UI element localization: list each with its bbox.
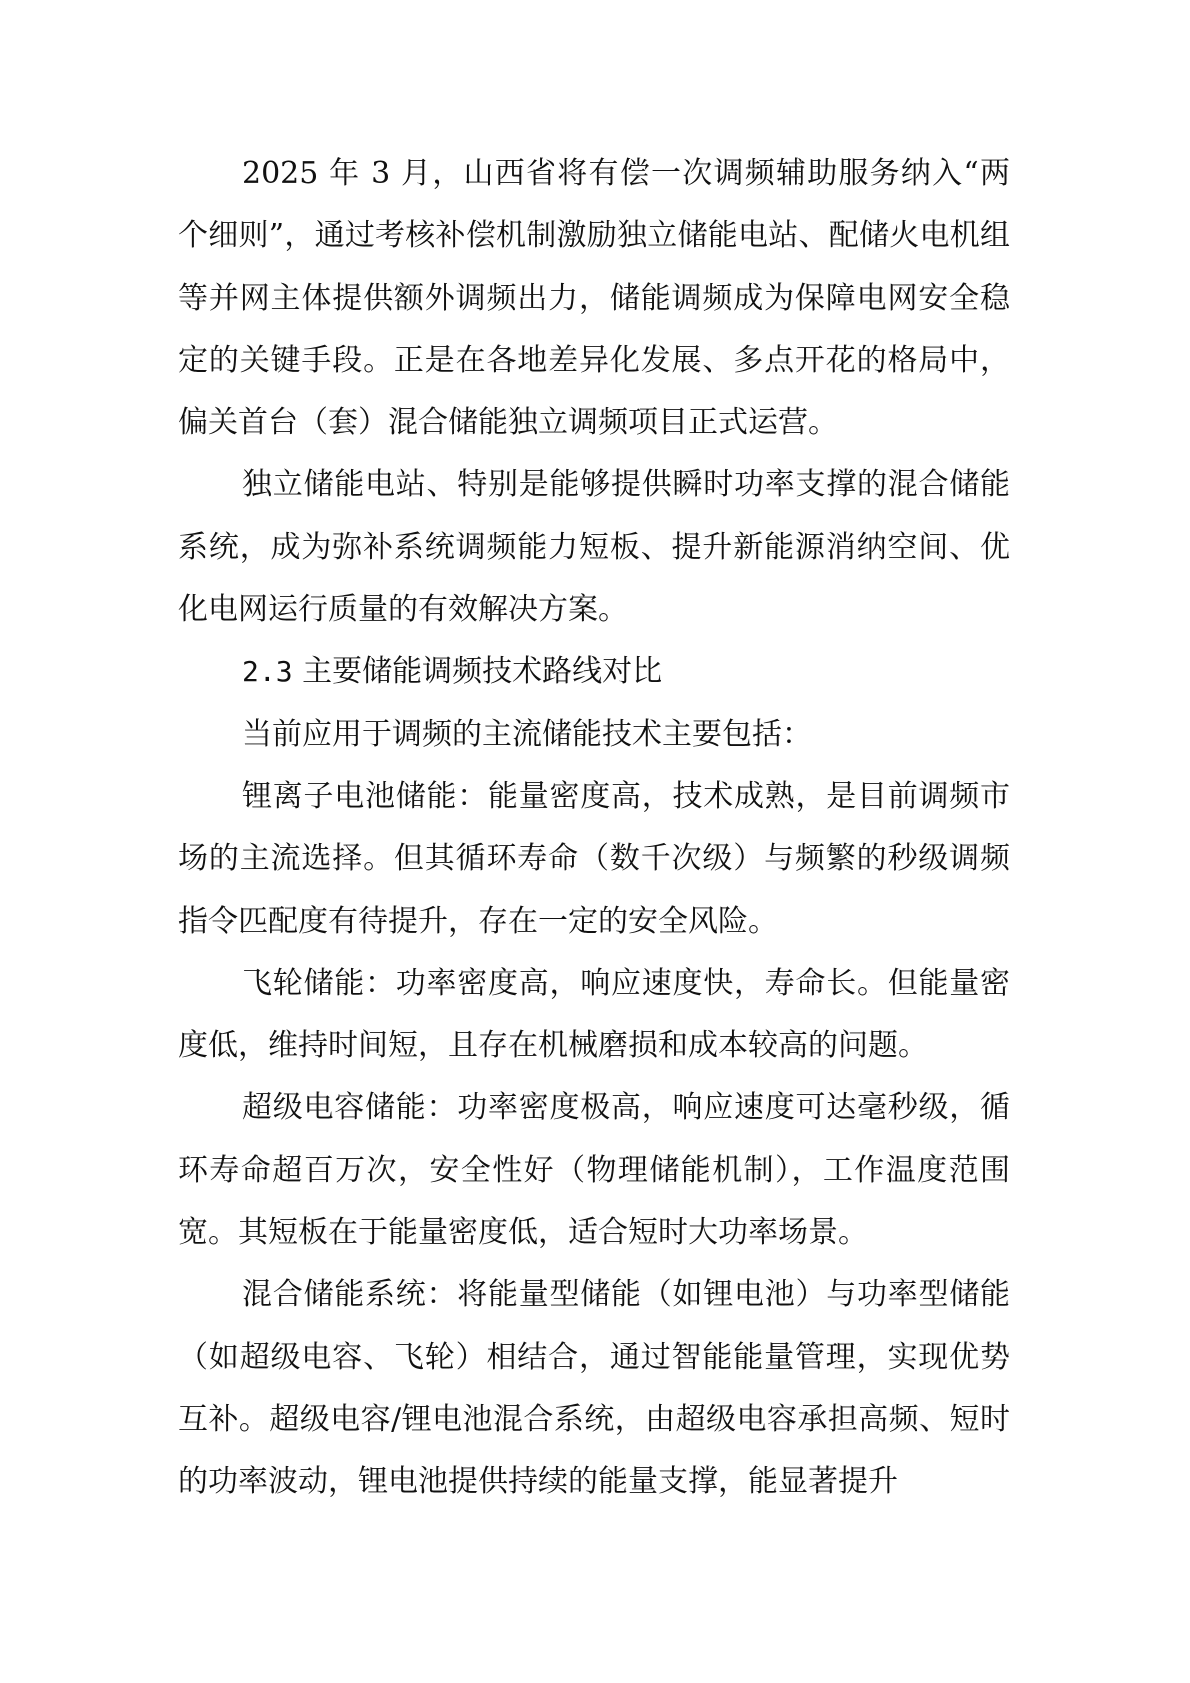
paragraph-lithium-ion: 锂离子电池储能：能量密度高，技术成熟，是目前调频市场的主流选择。但其循环寿命（数千次级）与频繁的秒级调频指令匹配度有待提升，存在一定的安全风险。 [178, 778, 1010, 939]
paragraph-supercapacitor: 超级电容储能：功率密度极高，响应速度可达毫秒级，循环寿命超百万次，安全性好（物理储能机制），工作温度范围宽。其短板在于能量密度低，适合短时大功率场景。 [178, 1090, 1010, 1251]
paragraph-independent-storage: 独立储能电站、特别是能够提供瞬时功率支撑的混合储能系统，成为弥补系统调频能力短板、提升新能源消纳空间、优化电网运行质量的有效解决方案。 [178, 467, 1010, 628]
section-number: 2.3 [242, 655, 293, 689]
document-body [178, 143, 1010, 1514]
paragraph-flywheel: 飞轮储能：功率密度高，响应速度快，寿命长。但能量密度低，维持时间短，且存在机械磨损和成本较高的问题。 [178, 965, 1010, 1064]
section-title: 主要储能调频技术路线对比 [302, 654, 663, 690]
paragraph-hybrid-storage: 混合储能系统：将能量型储能（如锂电池）与功率型储能（如超级电容、飞轮）相结合，通过智能能量管理，实现优势互补。超级电容/锂电池混合系统，由超级电容承担高频、短时的功率波动，锂电池提供持续的能量支撑，能显著提升 [178, 1277, 1010, 1500]
paragraph-intro: 当前应用于调频的主流储能技术主要包括： [242, 716, 812, 752]
paragraph-shanxi-policy: 2025 年 3 月，山西省将有偿一次调频辅助服务纳入“两个细则”，通过考核补偿机制激励独立储能电站、配储火电机组等并网主体提供额外调频出力，储能调频成为保障电网安全稳定的关键手段。正是在各地差异化发展、多点开花的格局中，偏关首台（套）混合储能独立调频项目正式运营。 [178, 156, 1010, 441]
section-heading [178, 641, 1010, 703]
